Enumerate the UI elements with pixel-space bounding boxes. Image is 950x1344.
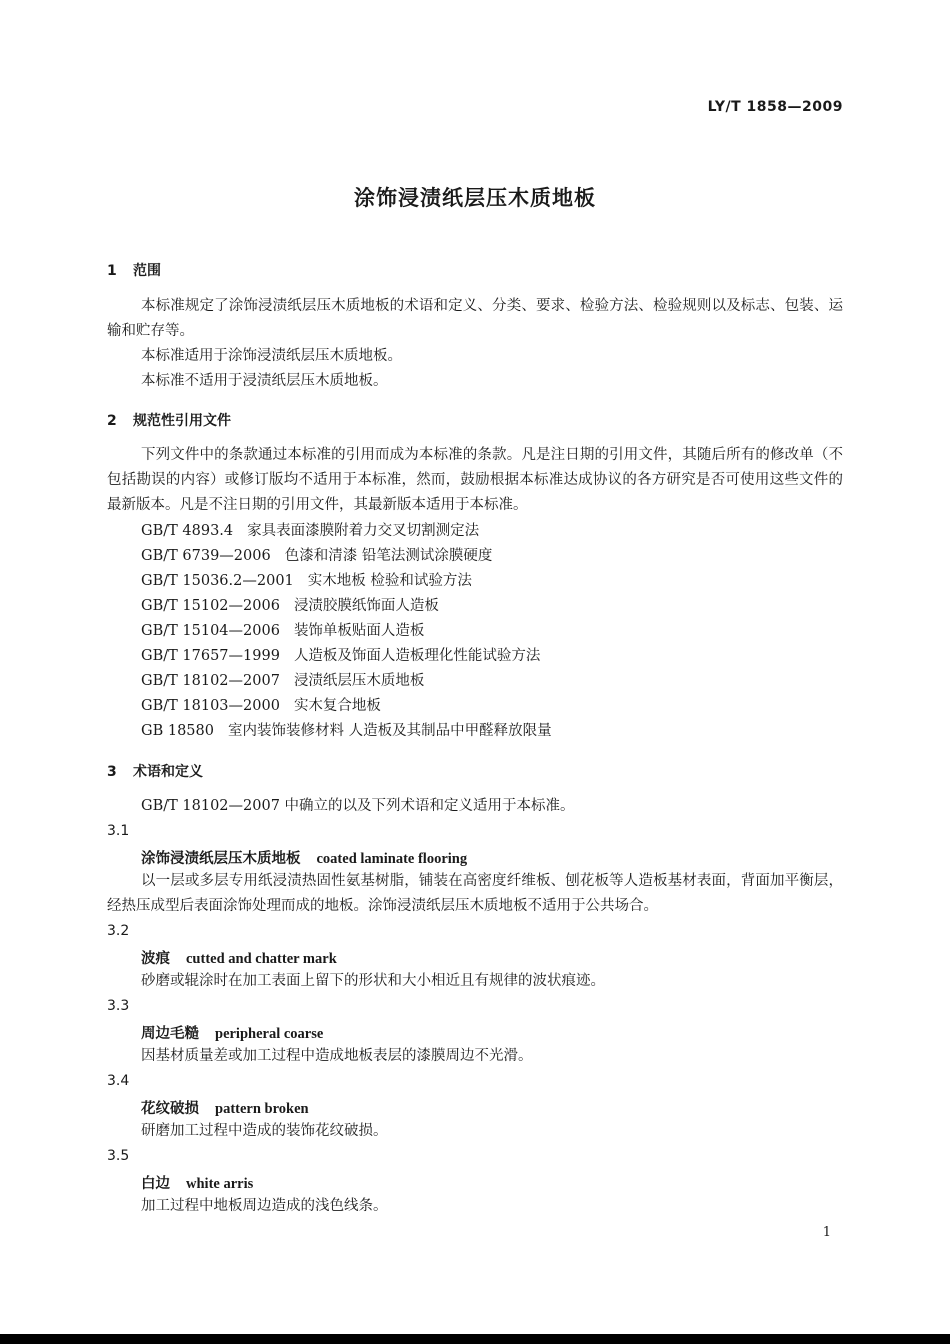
term-definition: 研磨加工过程中造成的装饰花纹破损。 xyxy=(141,1123,388,1139)
term-name xyxy=(141,1097,309,1118)
term-name xyxy=(141,847,467,868)
term-name-zh: 白边 xyxy=(141,1175,170,1192)
term-name-en: peripheral coarse xyxy=(215,1026,324,1042)
reference-title: 人造板及饰面人造板理化性能试验方法 xyxy=(293,648,541,664)
page-number: 1 xyxy=(822,1225,831,1240)
section-title: 规范性引用文件 xyxy=(133,413,231,429)
reference-item xyxy=(141,669,424,690)
reference-code: GB/T 15104—2006 xyxy=(141,623,280,639)
term-name xyxy=(141,1172,253,1193)
term-name-zh: 花纹破损 xyxy=(141,1100,199,1117)
reference-code: GB/T 4893.4 xyxy=(141,523,234,539)
reference-title: 实木地板 检验和试验方法 xyxy=(307,573,472,589)
section-heading-terms xyxy=(107,761,203,781)
bottom-border-bar xyxy=(0,1334,950,1344)
reference-code: GB/T 15036.2—2001 xyxy=(141,573,294,589)
scope-paragraph-2: 本标准适用于涂饰浸渍纸层压木质地板。 xyxy=(141,348,402,364)
scope-paragraph-1: 本标准规定了涂饰浸渍纸层压木质地板的术语和定义、分类、要求、检验方法、检验规则以及标志、包装、运输和贮存等。 xyxy=(107,298,843,339)
term-definition: 因基材质量差或加工过程中造成地板表层的漆膜周边不光滑。 xyxy=(141,1048,533,1064)
term-name-en: pattern broken xyxy=(215,1101,309,1117)
term-name-zh: 涂饰浸渍纸层压木质地板 xyxy=(141,850,301,867)
section-heading-references xyxy=(107,410,231,430)
reference-item xyxy=(141,519,479,540)
section-number: 1 xyxy=(107,263,117,279)
term-definition: 砂磨或辊涂时在加工表面上留下的形状和大小相近且有规律的波状痕迹。 xyxy=(141,973,605,989)
reference-item xyxy=(141,694,381,715)
term-number: 3.5 xyxy=(107,1148,130,1164)
reference-item xyxy=(141,594,439,615)
reference-item xyxy=(141,544,492,565)
standard-code: LY/T 1858—2009 xyxy=(707,99,843,115)
scope-paragraph-3: 本标准不适用于浸渍纸层压木质地板。 xyxy=(141,373,388,389)
reference-title: 家具表面漆膜附着力交叉切割测定法 xyxy=(247,523,480,539)
term-name-zh: 波痕 xyxy=(141,950,170,967)
reference-item xyxy=(141,644,540,665)
term-name-en: cutted and chatter mark xyxy=(186,951,337,967)
reference-title: 浸渍纸层压木质地板 xyxy=(293,673,425,689)
term-definition: 加工过程中地板周边造成的浅色线条。 xyxy=(141,1198,388,1214)
term-name xyxy=(141,947,337,968)
term-definition: 以一层或多层专用纸浸渍热固性氨基树脂，铺装在高密度纤维板、刨花板等人造板基材表面，背面加平衡层，经热压成型后表面涂饰处理而成的地板。涂饰浸渍纸层压木质地板不适用于公共场合。 xyxy=(107,873,843,914)
reference-item xyxy=(141,619,424,640)
reference-code: GB/T 15102—2006 xyxy=(141,598,280,614)
reference-code: GB 18580 xyxy=(141,723,214,739)
document-title: 涂饰浸渍纸层压木质地板 xyxy=(354,186,596,210)
section-number: 3 xyxy=(107,764,117,780)
term-number: 3.4 xyxy=(107,1073,130,1089)
terms-intro: GB/T 18102—2007 中确立的以及下列术语和定义适用于本标准。 xyxy=(141,798,575,814)
reference-title: 浸渍胶膜纸饰面人造板 xyxy=(293,598,439,614)
section-title: 范围 xyxy=(133,263,161,279)
term-name-en: white arris xyxy=(186,1176,254,1192)
reference-title: 色漆和清漆 铅笔法测试涂膜硬度 xyxy=(284,548,493,564)
term-number: 3.3 xyxy=(107,998,130,1014)
reference-code: GB/T 18102—2007 xyxy=(141,673,280,689)
reference-item xyxy=(141,569,472,590)
reference-title: 室内装饰装修材料 人造板及其制品中甲醛释放限量 xyxy=(227,723,552,739)
term-number: 3.2 xyxy=(107,923,130,939)
reference-title: 装饰单板贴面人造板 xyxy=(293,623,425,639)
reference-code: GB/T 18103—2000 xyxy=(141,698,280,714)
references-intro: 下列文件中的条款通过本标准的引用而成为本标准的条款。凡是注日期的引用文件，其随后所有的修改单（不包括勘误的内容）或修订版均不适用于本标准，然而，鼓励根据本标准达成协议的各方研究是否可使用这些文件的最新版本。凡是不注日期的引用文件，其最新版本适用于本标准。 xyxy=(107,447,843,513)
section-title: 术语和定义 xyxy=(133,764,203,780)
term-name xyxy=(141,1022,323,1043)
section-heading-scope xyxy=(107,260,161,280)
reference-code: GB/T 17657—1999 xyxy=(141,648,280,664)
reference-title: 实木复合地板 xyxy=(293,698,381,714)
reference-item xyxy=(141,719,552,740)
term-name-zh: 周边毛糙 xyxy=(141,1025,199,1042)
term-name-en: coated laminate flooring xyxy=(316,851,468,867)
section-number: 2 xyxy=(107,413,117,429)
term-number: 3.1 xyxy=(107,823,130,839)
reference-code: GB/T 6739—2006 xyxy=(141,548,271,564)
